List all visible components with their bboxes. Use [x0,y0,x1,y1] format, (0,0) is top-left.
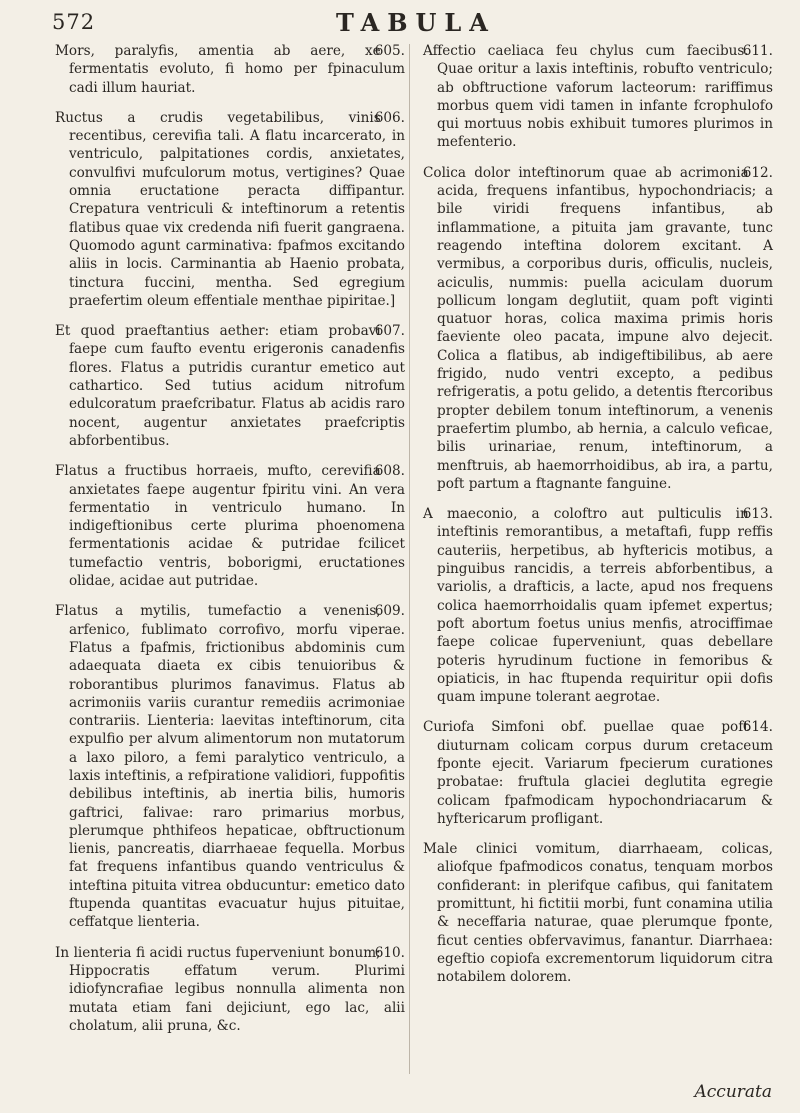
entry-text: Flatus a mytilis, tumefactio a venenis, arfenico, fublimato corrofivo, morfu viperae. Flatus a fpafmis, frictionibus abdominis cum adaequata diaeta ex cibis tenuioribus & roborantibus plurimos fanavimus. Flatus ab acrimoniis variis curantur remediis acrimoniae contrariis. Lienteria: laevitas inteftinorum, cita expulfio per alvum alimentorum non mutatorum a laxo piloro, a femi paralytico ventriculo, a laxis inteftinis, a refpiratione validiori, fuppofitis debilibus inteftinis, ab inertia bilis, humoris gaftrici, falivae: raro primarius morbus, plerumque phthifeos hepaticae, obftructionum lienis, pancreatis, diarrhaeae fequella. Morbus fat frequens infantibus quando ventriculus & inteftina pituita vitrea obducuntur: emetico dato ftupenda quantitas evacuatur hujus pituitae, ceffatque lienteria. [55,603,405,931]
entry-number: 606. [374,109,405,126]
entry-text: Mors, paralyfis, amentia ab aere, xe fermentatis evoluto, fi homo per fpinaculum cadi illum hauriat. [55,43,405,96]
entry-text: A maeconio, a coloftro aut pulticulis in inteftinis remorantibus, a metaftafi, fupp reffis cauteriis, herpetibus, ab hyftericis motibus, a pinguibus rancidis, a terreis abforbentibus, a variolis, a drafticis, a lacte, apud nos frequens colica haemorrhoidalis quam ipfemet expertus; poft abortum foetus unius menfis, atrociffimae faepe colicae fuperveniunt, quas debellare poteris hyrudinum fuctione in femoribus & opiaticis, in hac ftupenda requiritur opii dofis quam impune tolerant aegrotae. [423,506,773,706]
entry-number: 614. [742,719,773,736]
entry-number: 608. [374,463,405,480]
entry-number: 610. [374,944,405,961]
entry-number: 613. [742,506,773,523]
index-entry [55,322,405,450]
left-column [55,42,405,1047]
index-entry [423,164,773,493]
index-entry [423,505,773,706]
index-entry [423,718,773,828]
entry-number: 609. [374,603,405,620]
column-divider [409,44,410,1074]
entry-text: Male clinici vomitum, diarrhaeam, colicas, aliofque fpafmodicos conatus, tenquam morbos confiderant: in plerifque cafibus, qui fanitatem promittunt, hi fictitii morbi, funt conamina utilia & neceffaria naturae, quae plerumque fponte, ficut centies obfervavimus, fanantur. Diarrhaea: egeftio copiofa excrementorum liquidorum citra notabilem dolorem. [423,841,773,986]
entry-text: Affectio caeliaca feu chylus cum faecibus. Quae oritur a laxis inteftinis, robufto ventriculo; ab obftructione vaforum lacteorum: rariffimus morbus quem vidi tamen in infante fcrophulofo qui mortuus nobis exhibuit tumores plurimos in mefenterio. [423,43,773,151]
entry-text: Curiofa Simfoni obf. puellae quae poft diuturnam colicam corpus durum cretaceum fponte ejecit. Variarum fpecierum curationes probatae: fruftula glaciei deglutita egregie colicam fpafmodicam hypochondriacarum & hyftericarum profligant. [423,719,773,827]
index-entry [55,109,405,310]
index-entry [423,840,773,986]
running-title: TABULA [336,8,496,37]
entry-text: Ructus a crudis vegetabilibus, vinis recentibus, cerevifia tali. A flatu incarcerato, in ventriculo, palpitationes cordis, anxietates, convulfivi mufculorum motus, vertigines? Quae omnia eructatione peracta diffipantur. Crepatura ventriculi & inteftinorum a retentis flatibus quae vix credenda nifi fuerit gangraena. Quomodo agunt carminativa: fpafmos excitando aliis in locis. Carminantia ab Haenio probata, tinctura fuccini, mentha. Sed egregium praefertim oleum effentiale menthae pipiritae.] [55,109,405,309]
entry-text: Flatus a fructibus horraeis, mufto, cerevifia anxietates faepe augentur fpiritu vini. An vera fermentatio in ventriculo humano. In indigeftionibus certe plurima phoenomena fermentationis acidae & putridae fcilicet tumefactio ventris, boborigmi, eructationes olidae, acidae aut putridae. [55,463,405,590]
index-entry [55,602,405,931]
right-column [423,42,773,999]
catchword: Accurata [694,1082,772,1102]
entry-text: In lienteria fi acidi ructus fuperveniunt bonum; Hippocratis effatum verum. Plurimi idiofyncrafiae legibus nonnulla alimenta non mutata etiam fani dejiciunt, ego lac, alii cholatum, alii pruna, &c. [55,944,405,1034]
entry-number: 612. [742,164,773,181]
entry-text: Et quod praeftantius aether: etiam probavi faepe cum faufto eventu erigeronis canadenfis flores. Flatus a putridis curantur emetico aut cathartico. Sed tutius acidum nitrofum edulcoratum praefcribatur. Flatus ab acidis raro nocent, augentur anxietates praefcriptis abforbentibus. [55,323,405,449]
index-entry [55,462,405,590]
index-entry [55,944,405,1035]
entry-number: 605. [374,43,405,59]
index-entry [55,42,405,97]
entry-number: 611. [742,43,773,59]
index-entry [423,42,773,152]
entry-text: Colica dolor inteftinorum quae ab acrimonia acida, frequens infantibus, hypochondriacis; a bile viridi frequens infantibus, ab inflammatione, a pituita jam gravante, tunc reagendo inteftina dolorem excitant. A vermibus, a corporibus duris, officulis, nucleis, aciculis, nummis: puella aciculam duorum pollicum longam deglutiit, quam poft viginti quatuor horas, colica maxima primis horis faeviente oleo pacata, impune alvo dejecit. Colica a flatibus, ab indigeftibilibus, ab aere frigido, nudo ventri excepto, a pedibus refrigeratis, a potu gelido, a detentis ftercoribus propter debilem tonum inteftinorum, a venenis praefertim plumbo, ab hernia, a calculo veficae, bilis urinariae, renum, inteftinorum, a menftruis, ab haemorrhoidibus, ab ira, a partu, poft partum a ftagnante fanguine. [423,164,773,492]
page-number: 572 [52,10,96,34]
entry-number: 607. [374,323,405,340]
